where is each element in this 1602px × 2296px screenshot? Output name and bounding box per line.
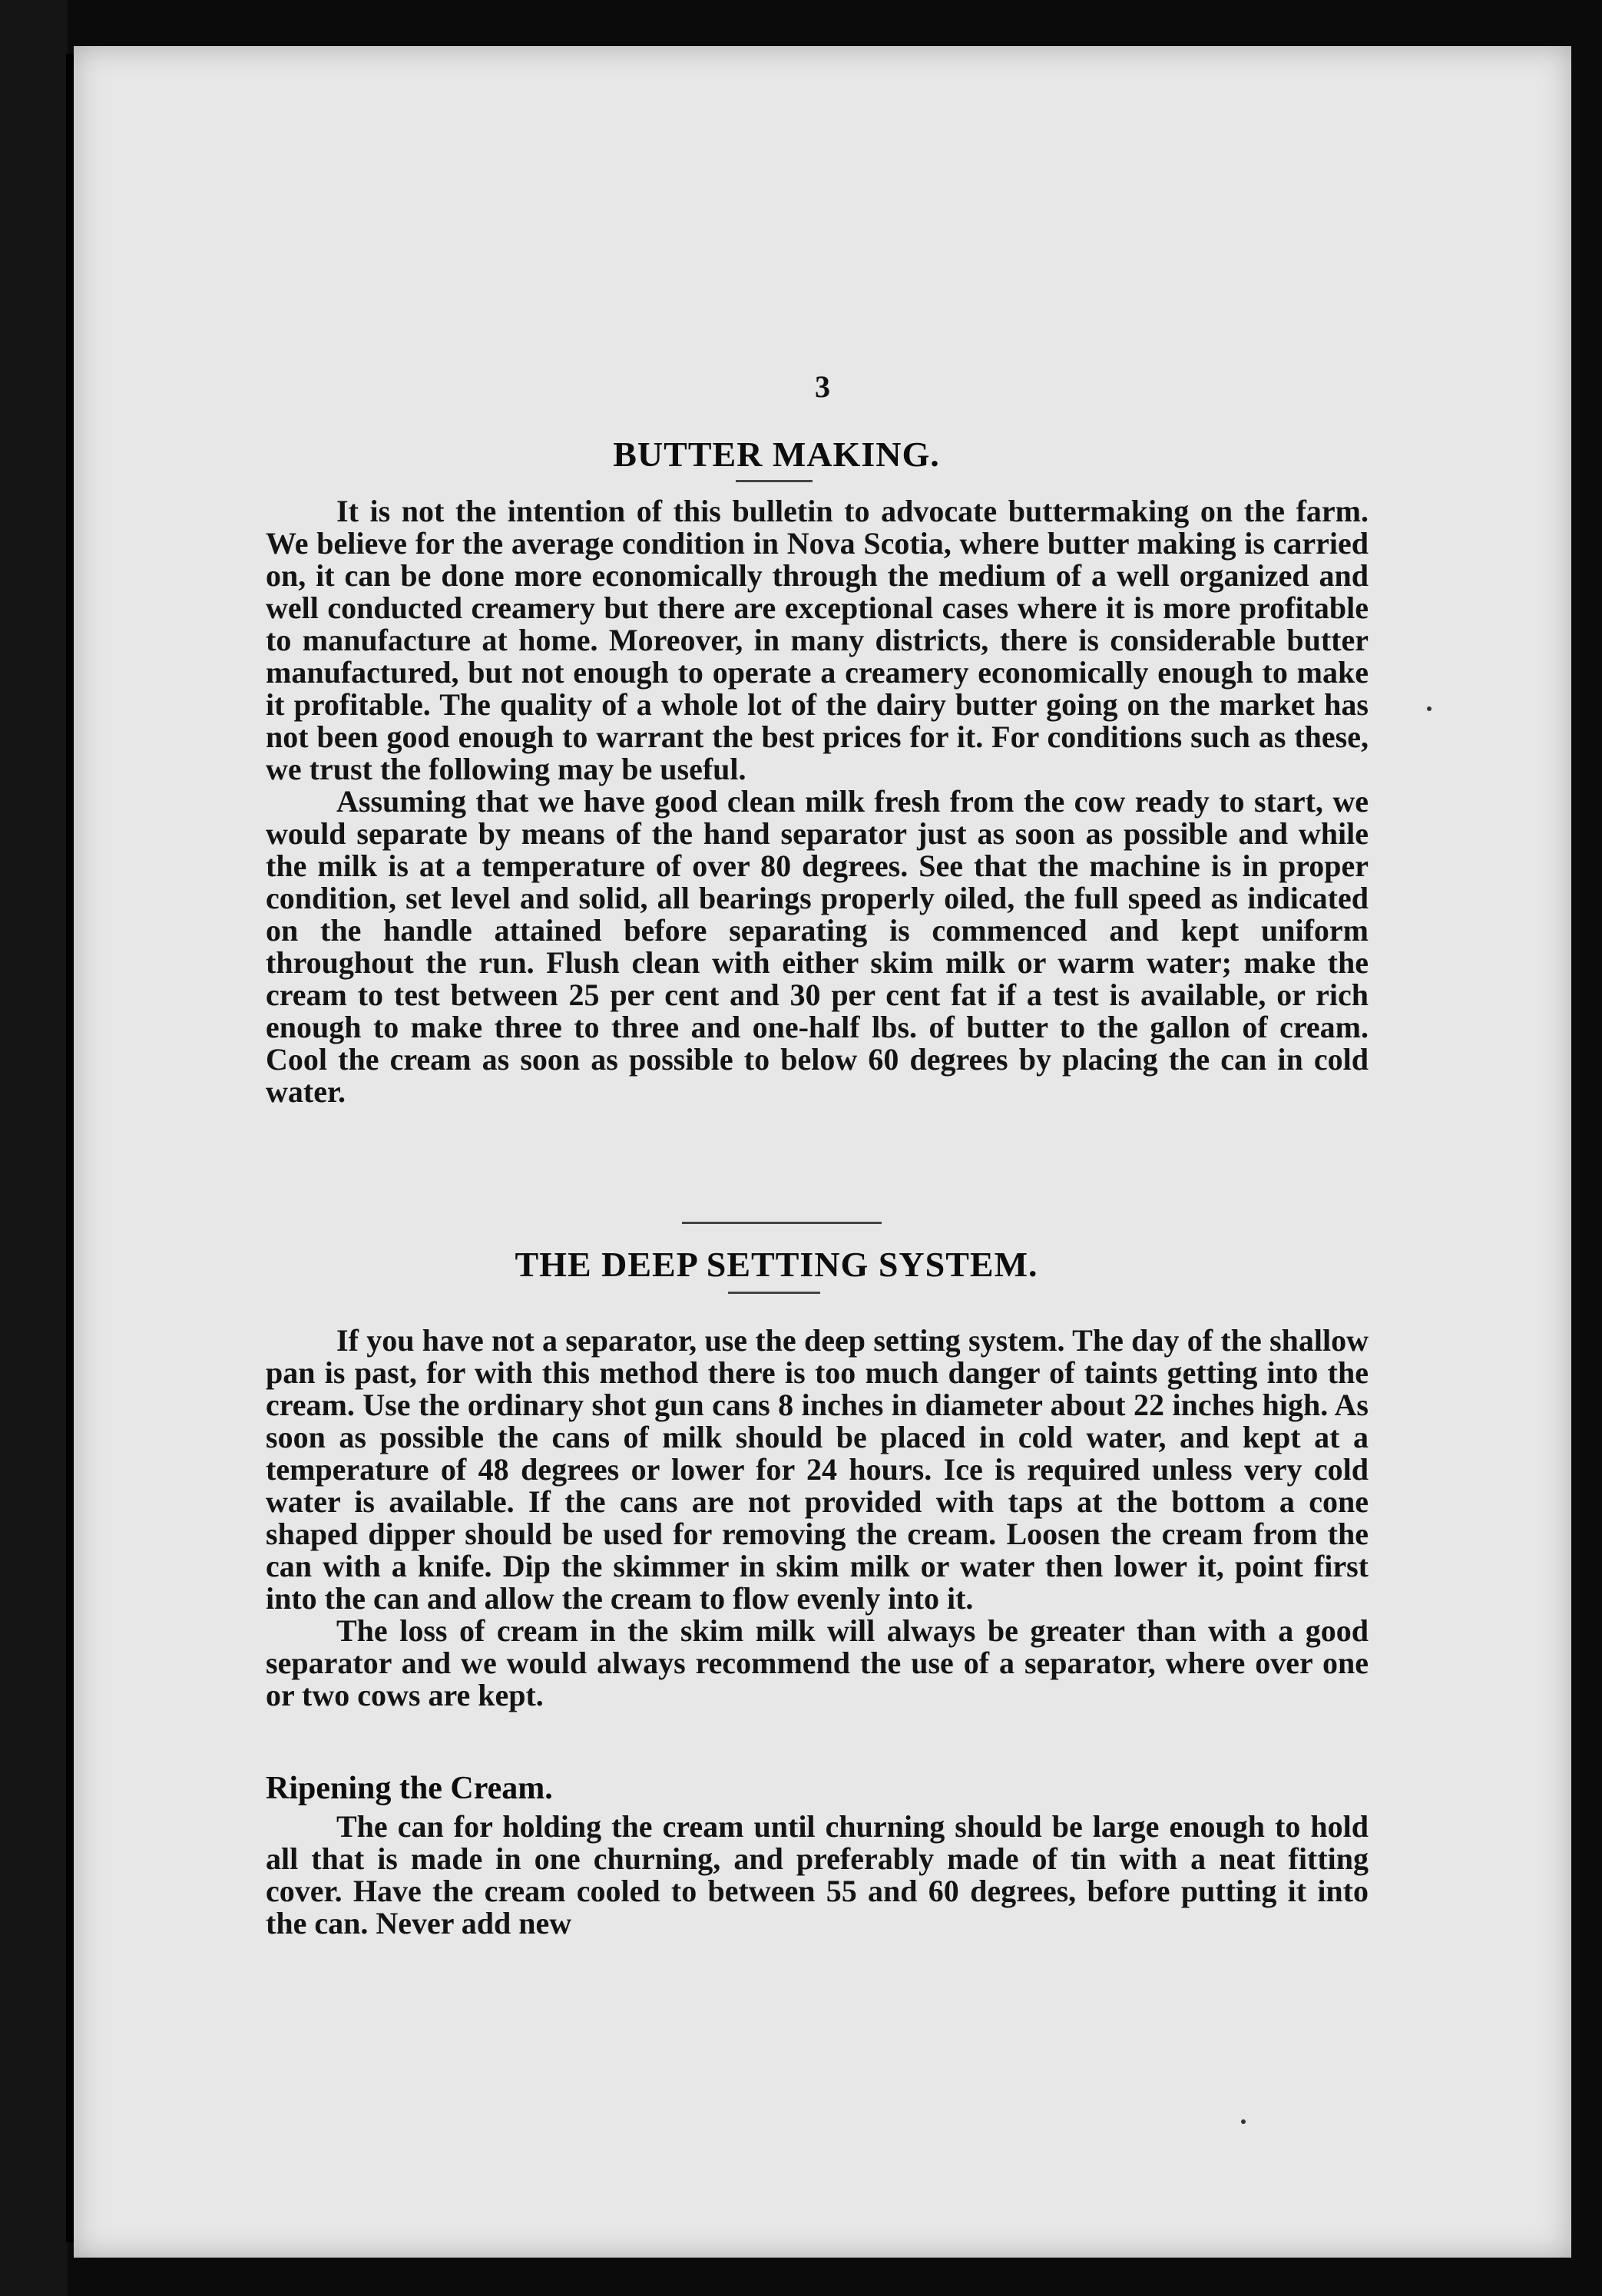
butter-making-text [266,495,1369,1108]
paragraph: Assuming that we have good clean milk fresh from the cow ready to start, we would separate by means of the hand separator just as soon as possible and while the milk is at a temperature of over 80 degrees. See that the machine is in proper condition, set level and solid, all bearings properly oiled, the full speed as indicated on the handle attained before separating is commenced and kept uniform throughout the run. Flush clean with either skim milk or warm water; make the cream to test between 25 per cent and 30 per cent fat if a test is available, or rich enough to make three to three and one-half lbs. of butter to the gallon of cream. Cool the cream as soon as possible to below 60 degrees by placing the can in cold water. [266,784,1369,1109]
section-heading-deep-setting: THE DEEP SETTING SYSTEM. [515,1245,1038,1284]
paragraph: It is not the intention of this bulletin to advocate buttermaking on the farm. We believe for the average condition in Nova Scotia, where butter making is carried on, it can be done more economically through the medium of a well organized and well conducted creamery but there are exceptional cases where it is more profitable to manufacture at home. Moreover, in many districts, there is considerable butter manufactured, but not enough to operate a creamery economically enough to make it profitable. The quality of a whole lot of the dairy butter going on the market has not been good enough to warrant the best prices for it. For conditions such as these, we trust the following may be useful. [266,494,1369,786]
ripening-text [266,1811,1369,1940]
scan-speck [1427,706,1432,711]
heading-underline [728,1292,820,1294]
heading-underline [736,480,813,482]
page-number: 3 [815,369,830,404]
scan-speck [1241,2119,1246,2124]
document-page [74,46,1571,2258]
deep-setting-text [266,1325,1369,1712]
scan-left-edge [0,0,68,2296]
paragraph: The can for holding the cream until churning should be large enough to hold all that is made in one churning, and preferably made of tin with a neat fitting cover. Have the cream cooled to between 55 and 60 degrees, before putting it into the can. Never add new [266,1809,1369,1940]
section-heading-butter-making: BUTTER MAKING. [613,435,940,474]
subheading-ripening-cream: Ripening the Cream. [266,1771,553,1806]
paragraph: If you have not a separator, use the deep setting system. The day of the shallow pan is past, for with this method there is too much danger of taints getting into the cream. Use the ordinary shot gun cans 8 inches in diameter about 22 inches high. As soon as possible the cans of milk should be placed in cold water, and kept at a temperature of 48 degrees or lower for 24 hours. Ice is required unless very cold water is available. If the cans are not provided with taps at the bottom a cone shaped dipper should be used for removing the cream. Loosen the cream from the can with a knife. Dip the skimmer in skim milk or water then lower it, point first into the can and allow the cream to flow evenly into it. [266,1323,1369,1616]
paragraph: The loss of cream in the skim milk will always be greater than with a good separator and we would always recommend the use of a separator, where over one or two cows are kept. [266,1613,1369,1712]
page-spine [66,54,74,2242]
section-divider [682,1222,882,1224]
